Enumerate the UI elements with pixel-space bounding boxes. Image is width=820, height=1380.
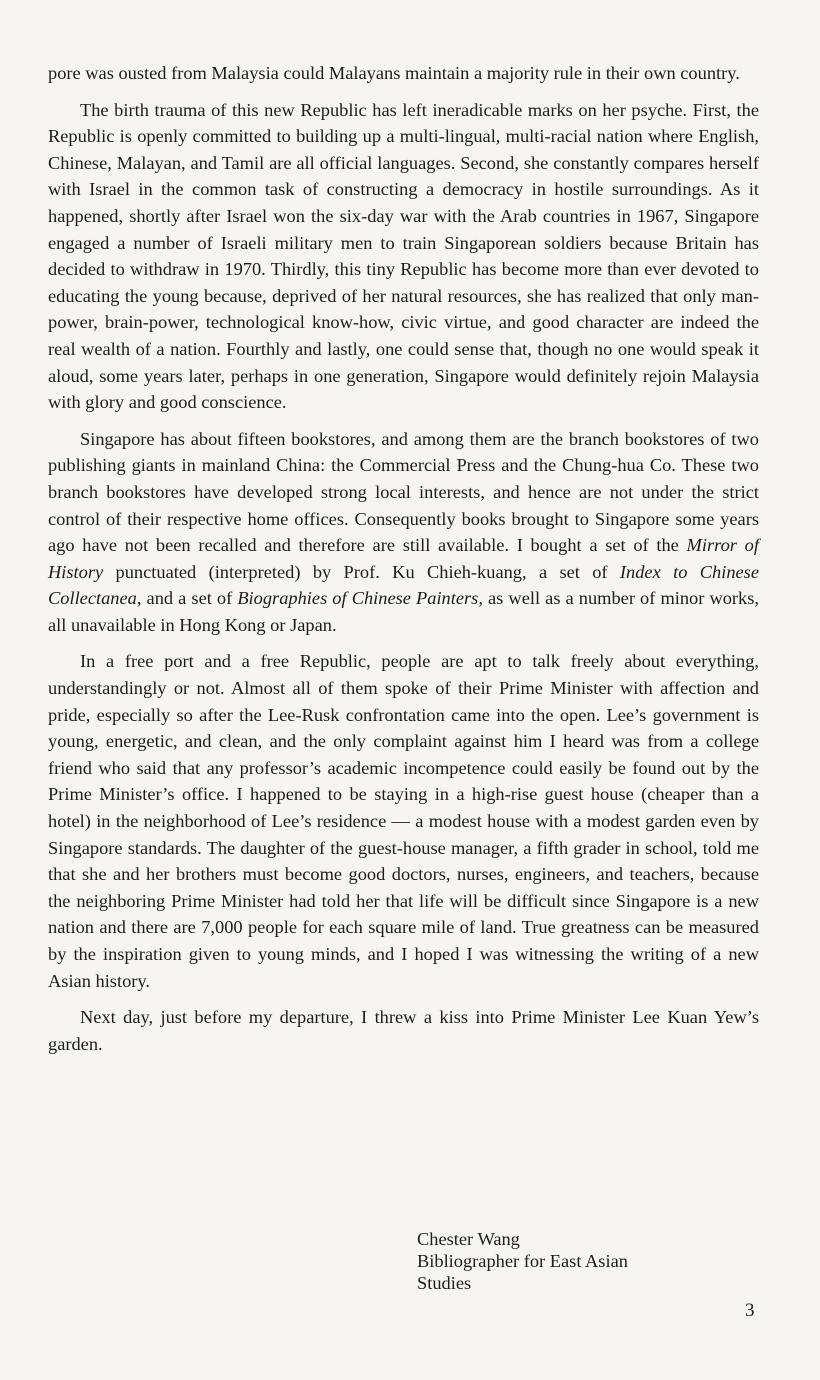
paragraph-birth-trauma: The birth trauma of this new Republic has left ineradicable marks on her psyche. First, the Republic is openly committed to building up a multi-lingual, multi-racial nation where English, Chinese, Malayan, and Tamil are all official languages. Second, she constantly compares herself with Israel in the common task of constructing a democracy in hostile surroundings. As it happened, shortly after Israel won the six-day war with the Arab countries in 1967, Singapore engaged a number of Israeli military men to train Singaporean soldiers because Britain has decided to withdraw in 1970. Thirdly, this tiny Republic has become more than ever devoted to educating the young because, deprived of her natural resources, she has realized that only man-power, brain-power, technological know-how, civic virtue, and good character are indeed the real wealth of a nation. Fourthly and lastly, one could sense that, though no one would speak it aloud, some years later, perhaps in one generation, Singapore would definitely rejoin Malaysia with glory and good conscience. <box>48 99 759 413</box>
bookstores-text-b: punctuated (interpreted) by Prof. Ku Chieh-kuang, a set of <box>103 561 620 582</box>
book-title-biographies-chinese-painters: Biographies of Chinese Painters, <box>237 588 483 609</box>
book-title-mirror-of-history: Mirror of History <box>48 535 759 582</box>
book-title-index-chinese-collectanea: Index to Chinese Collectanea, <box>48 561 759 609</box>
paragraph-bookstores <box>48 426 759 639</box>
paragraph-free-port: In a free port and a free Republic, people are apt to talk freely about everything, understandingly or not. Almost all of them spoke of their Prime Minister with affection and pride, especially so after the Lee-Rusk confrontation came into the open. Lee’s government is young, energetic, and clean, and the only complaint against him I heard was from a college friend who said that any professor’s academic incompetence could easily be found out by the Prime Minister’s office. I happened to be staying in a high-rise guest house (cheaper than a hotel) in the neighborhood of Lee’s residence — a modest house with a modest garden even by Singapore standards. The daughter of the guest-house manager, a fifth grader in school, told me that she and her brothers must become good doctors, nurses, engineers, and teachers, because the neighboring Prime Minister had told her that life will be difficult since Singapore is a new nation and there are 7,000 people for each square mile of land. True greatness can be measured by the inspiration given to young minds, and I hoped I was witnessing the writing of a new Asian history. <box>48 651 759 991</box>
bookstores-text-a: Singapore has about fifteen bookstores, and among them are the branch bookstores of two publishing giants in mainland China: the Commercial Press and the Chung-hua Co. These two branch bookstores have developed strong local interests, and hence are not under the strict control of their respective home offices. Consequently books brought to Singapore some years ago have not been recalled and therefore are still available. I bought a set of the <box>48 428 759 556</box>
signature-title-line2: Studies <box>417 1273 472 1293</box>
bookstores-text-d: as well as a number of minor works, all unavailable in Hong Kong or Japan. <box>48 588 759 635</box>
paragraph-continuation: pore was ousted from Malaysia could Malayans maintain a majority rule in their own country. <box>48 63 740 83</box>
paragraph-departure: Next day, just before my departure, I threw a kiss into Prime Minister Lee Kuan Yew’s garden. <box>48 1007 759 1054</box>
signature-title-line1: Bibliographer for East Asian <box>417 1251 628 1271</box>
bookstores-text-c: and a set of <box>141 588 238 609</box>
page-number: 3 <box>745 1300 755 1321</box>
signature-block <box>417 1228 628 1294</box>
signature-name: Chester Wang <box>417 1229 520 1249</box>
article-body <box>48 60 759 1067</box>
